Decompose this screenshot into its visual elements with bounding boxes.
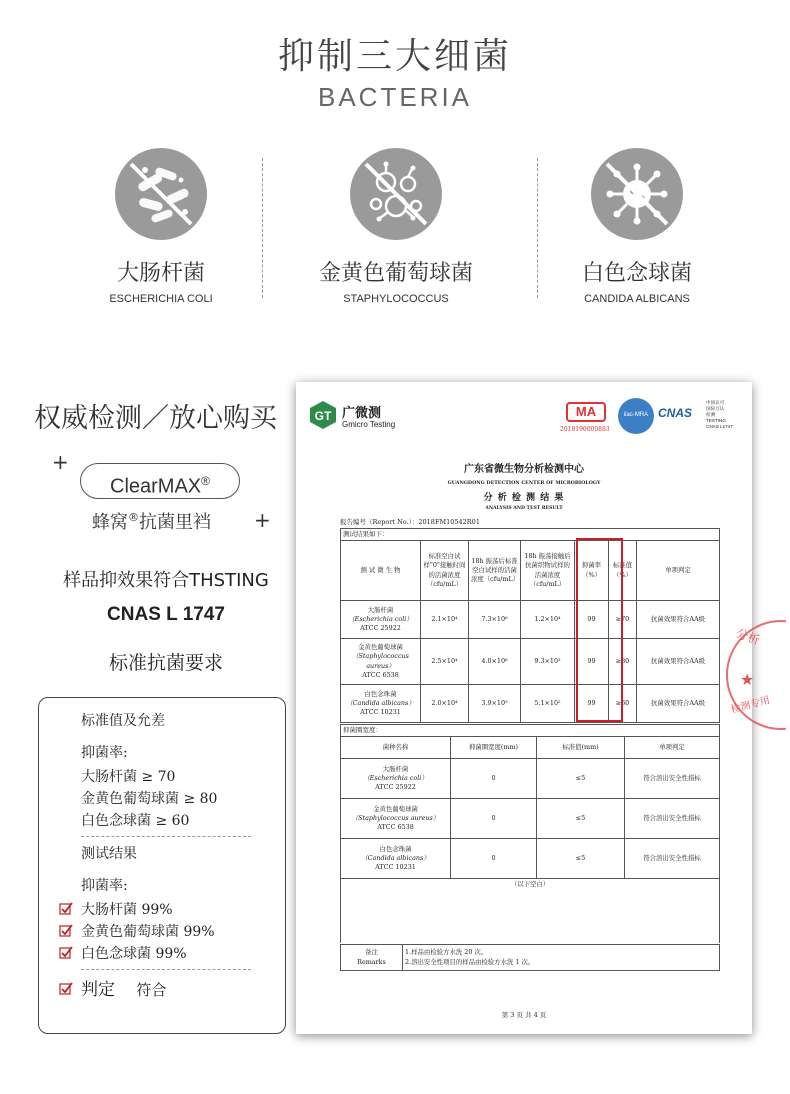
dashed-separator	[81, 836, 251, 837]
organism-latin: （Escherichia coli）	[363, 773, 428, 782]
verdict-cell: 符合溶出安全性指标	[625, 759, 720, 799]
gmicro-logo-icon	[308, 400, 338, 430]
blank-note: （以下空白）	[341, 879, 720, 943]
product-name-b: 抗菌里裆	[139, 512, 211, 533]
organism-atcc: ATCC 10231	[360, 708, 401, 717]
organism-name: 白色念珠菌	[364, 689, 397, 698]
verdict-cell: 抗菌效果符合AA级	[637, 601, 720, 639]
table-header: 菌种名称	[341, 737, 451, 759]
page-subtitle: BACTERIA	[317, 82, 473, 112]
virus-forbidden-icon	[591, 148, 683, 240]
c0-cell: 2.1×10⁴	[421, 601, 469, 639]
product-name-a: 蜂窝	[92, 512, 128, 533]
ct-cell: 9.3×10²	[521, 639, 575, 685]
ct-cell: 1.2×10⁴	[521, 601, 575, 639]
result-title: 测试结果	[81, 846, 137, 862]
results-table	[340, 540, 720, 723]
req-item: 白色念球菌 ≥ 60	[81, 813, 190, 829]
organism-cell	[341, 639, 421, 685]
rate-cell: 99	[575, 685, 609, 723]
checkmark-icon	[59, 924, 73, 938]
bacteria-candida	[522, 148, 752, 305]
table-row	[341, 799, 720, 839]
section-zone-label	[340, 724, 720, 736]
organism-name: 大肠杆菌	[382, 764, 409, 773]
ilac-text: ilac-MRA	[623, 412, 649, 418]
width-cell: 0	[451, 839, 537, 879]
section-zone-text: 抑菌圈宽度：	[343, 726, 382, 734]
std-cell: ≤5	[537, 799, 625, 839]
req-item: 大肠杆菌 ≥ 70	[81, 769, 176, 785]
brand-badge	[80, 463, 240, 499]
organism-latin: （Candida albicans）	[346, 698, 415, 707]
result-item	[81, 943, 285, 965]
registered-mark: ®	[128, 511, 139, 524]
result-text: 白色念球菌 99%	[81, 946, 187, 962]
table-header: 18h 振荡后标准空白试样的活菌浓度（cfu/mL）	[469, 541, 521, 601]
table-header: 测 试 微 生 物	[341, 541, 421, 601]
lab-name-cn: 广微测	[342, 406, 382, 421]
bacteria-en-name: ESCHERICHIA COLI	[109, 293, 213, 305]
c18-cell: 3.9×10⁵	[469, 685, 521, 723]
result-item	[81, 921, 285, 943]
verdict-value: 符合	[136, 981, 167, 999]
result-title-cn: 分 析 检 测 结 果	[483, 493, 565, 503]
product-name	[92, 508, 211, 534]
cnas-line: 国际互认	[706, 406, 725, 411]
bacteria-en-name: STAPHYLOCOCCUS	[343, 293, 449, 305]
c0-cell: 2.0×10⁴	[421, 685, 469, 723]
coccus-forbidden-icon	[350, 148, 442, 240]
organism-latin: （Staphylococcus aureus）	[351, 813, 440, 822]
remarks-label-en: Remarks	[357, 957, 386, 966]
remarks-label-cn: 备注	[365, 948, 378, 957]
seal-text: 分析	[734, 626, 762, 648]
result-item	[81, 899, 285, 921]
cnas-line: 检测	[706, 412, 716, 417]
checkmark-icon	[59, 982, 73, 996]
registered-mark: ®	[201, 474, 210, 488]
bacteria-cn-name: 白色念球菌	[581, 261, 692, 286]
organism-cell	[341, 799, 451, 839]
verdict-cell: 抗菌效果符合AA级	[637, 685, 720, 723]
bacteria-escherichia	[46, 148, 276, 305]
standards-summary-box	[38, 697, 286, 1034]
standard-line-1: 样品抑效果符合THSTING	[63, 570, 269, 591]
table-header: 18h 振荡接触后抗菌织物试样的活菌浓度（cfu/mL）	[521, 541, 575, 601]
remarks-content	[403, 945, 720, 971]
table-row	[341, 639, 720, 685]
organism-latin: （Staphylococcus aureus）	[352, 652, 409, 670]
std-cell: ≤5	[537, 839, 625, 879]
verdict-cell: 抗菌效果符合AA级	[637, 639, 720, 685]
svg-text:GT: GT	[314, 409, 332, 423]
std-cell: ≤5	[537, 759, 625, 799]
table-header: 标准空白试样"0"接触时间的活菌浓度（cfu/mL）	[421, 541, 469, 601]
zone-table	[340, 736, 720, 943]
table-row	[341, 685, 720, 723]
std-cell: ≥60	[609, 685, 637, 723]
verdict	[81, 976, 285, 1004]
organism-atcc: ATCC 6538	[362, 670, 399, 679]
organism-name: 金黄色葡萄球菌	[373, 804, 418, 813]
table-row	[341, 839, 720, 879]
test-report-document	[296, 382, 755, 1034]
width-cell: 0	[451, 759, 537, 799]
bacteria-en-name: CANDIDA ALBICANS	[584, 293, 690, 305]
std-cell: ≥80	[609, 639, 637, 685]
bacillus-forbidden-icon	[115, 148, 207, 240]
bacteria-cn-name: 金黄色葡萄球菌	[318, 261, 473, 286]
organism-cell	[341, 759, 451, 799]
brand-name: ClearMAX	[110, 475, 202, 498]
organism-atcc: ATCC 6538	[377, 823, 414, 832]
ct-cell: 5.1×10²	[521, 685, 575, 723]
bacteria-cn-name: 大肠杆菌	[116, 261, 205, 286]
remark-line: 2.溶出安全性项目的样品由检验方水洗 1 次。	[405, 957, 535, 966]
page-number: 第 3 页 共 4 页	[501, 1011, 547, 1019]
c18-cell: 4.0×10⁶	[469, 639, 521, 685]
organism-name: 金黄色葡萄球菌	[358, 642, 403, 651]
seal-text: 检测专用	[729, 694, 772, 716]
page-title: 抑制三大细菌	[277, 36, 512, 77]
bacteria-staphylococcus	[281, 148, 511, 305]
rate-cell: 99	[575, 601, 609, 639]
organism-name: 大肠杆菌	[367, 605, 394, 614]
width-cell: 0	[451, 799, 537, 839]
plus-icon: +	[254, 508, 271, 532]
organism-atcc: ATCC 25922	[360, 624, 401, 633]
organism-atcc: ATCC 10231	[375, 863, 416, 872]
organism-atcc: ATCC 25922	[375, 783, 416, 792]
organism-cell	[341, 601, 421, 639]
table-header: 抑菌圈宽度(mm)	[451, 737, 537, 759]
req-item: 金黄色葡萄球菌 ≥ 80	[81, 791, 218, 807]
table-header: 标准值（%）	[609, 541, 637, 601]
cnas-small-text	[706, 400, 733, 430]
cma-logo-icon: MA	[566, 402, 606, 422]
checkmark-icon	[59, 902, 73, 916]
rate-cell: 99	[575, 639, 609, 685]
rate-column-highlight	[576, 538, 623, 722]
result-text: 大肠杆菌 99%	[81, 902, 173, 918]
result-title-en: ANALYSIS AND TEST RESULT	[485, 506, 563, 511]
organism-name: 白色念珠菌	[379, 844, 412, 853]
table-row	[341, 601, 720, 639]
rate-label: 抑菌率:	[81, 878, 128, 894]
remarks-label	[341, 945, 403, 971]
organism-latin: （Candida albicans）	[361, 853, 430, 862]
standard-title: 标准值及允差	[81, 713, 165, 729]
verdict-label: 判定	[81, 980, 115, 1000]
checkmark-icon	[59, 946, 73, 960]
table-row	[341, 759, 720, 799]
verdict-cell: 符合溶出安全性指标	[625, 839, 720, 879]
cnas-logo-icon: CNAS	[658, 406, 693, 420]
center-name-cn: 广东省微生物分析检测中心	[464, 464, 584, 475]
cnas-line: TESTING	[706, 418, 726, 423]
organism-latin: （Escherichia coli）	[348, 614, 413, 623]
table-header: 单项判定	[637, 541, 720, 601]
organism-cell	[341, 685, 421, 723]
c18-cell: 7.3×10⁶	[469, 601, 521, 639]
remarks-table	[340, 944, 720, 971]
dashed-separator	[81, 969, 251, 970]
section-results-label	[340, 528, 720, 540]
standard-line-2: CNAS L 1747	[107, 604, 225, 625]
verdict-cell: 符合溶出安全性指标	[625, 799, 720, 839]
standard-line-3: 标准抗菌要求	[108, 652, 223, 674]
std-cell: ≥70	[609, 601, 637, 639]
plus-icon: +	[52, 450, 69, 474]
cnas-line: CNAS L1747	[706, 424, 733, 429]
section-results-text: 测试结果如下：	[343, 530, 389, 538]
center-name-en: GUANGDONG DETECTION CENTER OF MICROBIOLOGY	[447, 480, 601, 486]
report-number: 报告编号（Report No.）：2018FM10542R01	[340, 518, 480, 526]
seal-star-icon: ★	[740, 670, 755, 689]
lab-name-en: Gmicro Testing	[342, 420, 396, 429]
table-header: 单项判定	[625, 737, 720, 759]
remark-line: 1.样品由检验方水洗 20 次。	[405, 948, 488, 957]
cma-number: 2018190000883	[560, 426, 610, 433]
organism-cell	[341, 839, 451, 879]
seal-stamp-icon	[726, 620, 786, 730]
authority-heading: 权威检测／放心购买	[34, 403, 277, 434]
table-header: 标准值(mm)	[537, 737, 625, 759]
rate-label: 抑菌率:	[81, 745, 128, 761]
cnas-line: 中国认可	[706, 400, 725, 405]
c0-cell: 2.5×10⁴	[421, 639, 469, 685]
result-text: 金黄色葡萄球菌 99%	[81, 924, 215, 940]
table-header: 抑菌率（%）	[575, 541, 609, 601]
divider	[262, 158, 263, 298]
